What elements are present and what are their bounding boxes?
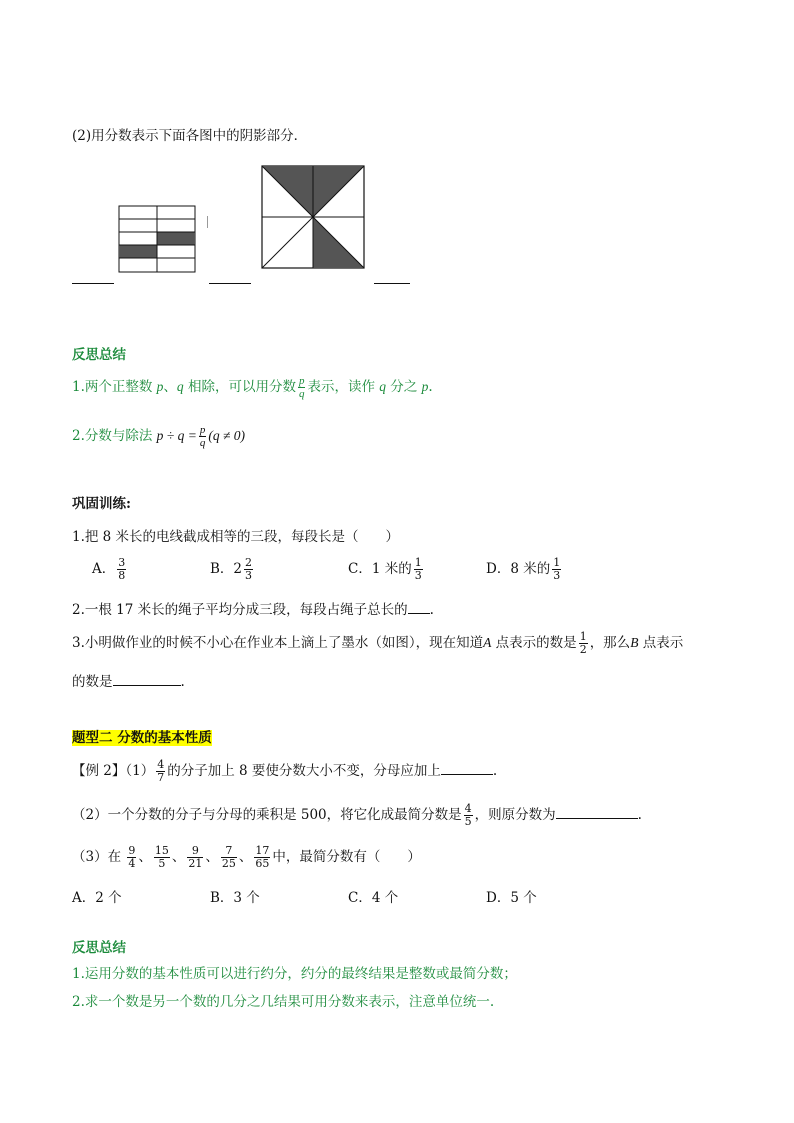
practice-question-3-line-2: 的数是 .: [72, 674, 185, 690]
practice-question-3: 3.小明做作业的时候不小心在作业本上滴上了墨水（如图），现在知道A 点表示的数是 $\frac{1}{2}$ ，那么B 点表示: [72, 630, 684, 656]
ex3-fraction: $\frac{9}{4}$: [128, 844, 136, 870]
ex3-option-c[interactable]: C．4 个: [348, 890, 399, 906]
example-2-part-1: 【例 2】（1） $\frac{4}{7}$ 的分子加上 8 要使分数大小不变，分母应加上 .: [72, 758, 498, 784]
reflection-heading-1: 反思总结: [72, 347, 126, 363]
practice-question-2: 2.一根 17 米长的绳子平均分成三段，每段占绳子总长的 .: [72, 602, 434, 618]
option-c[interactable]: C．1 米的 $\frac{1}{3}$: [348, 556, 422, 582]
answer-blank-2[interactable]: [209, 283, 251, 284]
ex3-fraction: $\frac{17}{65}$: [255, 844, 270, 870]
stray-mark: [207, 216, 208, 228]
section-title-type-2: 题型二 分数的基本性质: [72, 730, 212, 746]
ex3-fraction: $\frac{7}{25}$: [221, 844, 236, 870]
reflection-1-line-2: 2.分数与除法 p ÷ q = $\frac{p}{q}$ (q ≠ 0): [72, 424, 245, 449]
option-b[interactable]: B．2 $\frac{2}{3}$: [210, 556, 253, 582]
ex3-option-b[interactable]: B．3 个: [210, 890, 260, 906]
reflection-1-line-1: 1.两个正整数 p、q 相除，可以用分数 $\frac{p}{q}$ 表示，读作 q 分之 p.: [72, 375, 433, 400]
option-a[interactable]: A． $\frac{3}{8}$: [92, 556, 126, 582]
fraction-p-over-q: $\frac{p}{q}$: [298, 375, 305, 400]
fraction-p-over-q-2: $\frac{p}{q}$: [199, 424, 206, 449]
ex3-option-d[interactable]: D．5 个: [486, 890, 537, 906]
reflection-heading-2: 反思总结: [72, 940, 126, 956]
ex3-option-a[interactable]: A．2 个: [72, 890, 122, 906]
answer-blank-ex1[interactable]: [441, 762, 493, 775]
option-d[interactable]: D．8 米的 $\frac{1}{3}$: [486, 556, 561, 582]
reflection-2-line-1: 1.运用分数的基本性质可以进行约分，约分的最终结果是整数或最简分数；: [72, 966, 517, 982]
question-2-prompt: (2)用分数表示下面各图中的阴影部分．: [72, 128, 308, 144]
answer-blank-q3[interactable]: [113, 673, 181, 686]
practice-heading: 巩固训练:: [72, 496, 131, 512]
reflection-2-line-2: 2.求一个数是另一个数的几分之几结果可用分数来表示，注意单位统一.: [72, 994, 495, 1010]
answer-blank-ex2[interactable]: [556, 806, 638, 819]
answer-blank-q2[interactable]: [408, 601, 430, 614]
example-2-part-2: （2）一个分数的分子与分母的乘积是 500，将它化成最简分数是 $\frac{4}{5}$ ，则原分数为 .: [72, 802, 642, 828]
grid-shaded-cell-2: [119, 245, 157, 258]
ex3-fraction: $\frac{15}{5}$: [154, 844, 169, 870]
answer-blank-3[interactable]: [374, 283, 410, 284]
practice-question-1: 1.把 8 米长的电线截成相等的三段，每段长是（ ）: [72, 529, 400, 545]
example-2-part-3: （3）在 $\frac{9}{4}$ 、 $\frac{15}{5}$ 、 $\frac{9}{21}$ 、 $\frac{7}{25}$ 、 $\frac{17}{65}$ 中，最简分数有（ ）: [72, 844, 421, 870]
grid-figure: [118, 205, 196, 273]
ex3-fraction: $\frac{9}{21}$: [188, 844, 203, 870]
answer-blank-1[interactable]: [72, 283, 114, 284]
square-figure: [261, 165, 365, 269]
grid-shaded-cell-1: [157, 232, 195, 245]
